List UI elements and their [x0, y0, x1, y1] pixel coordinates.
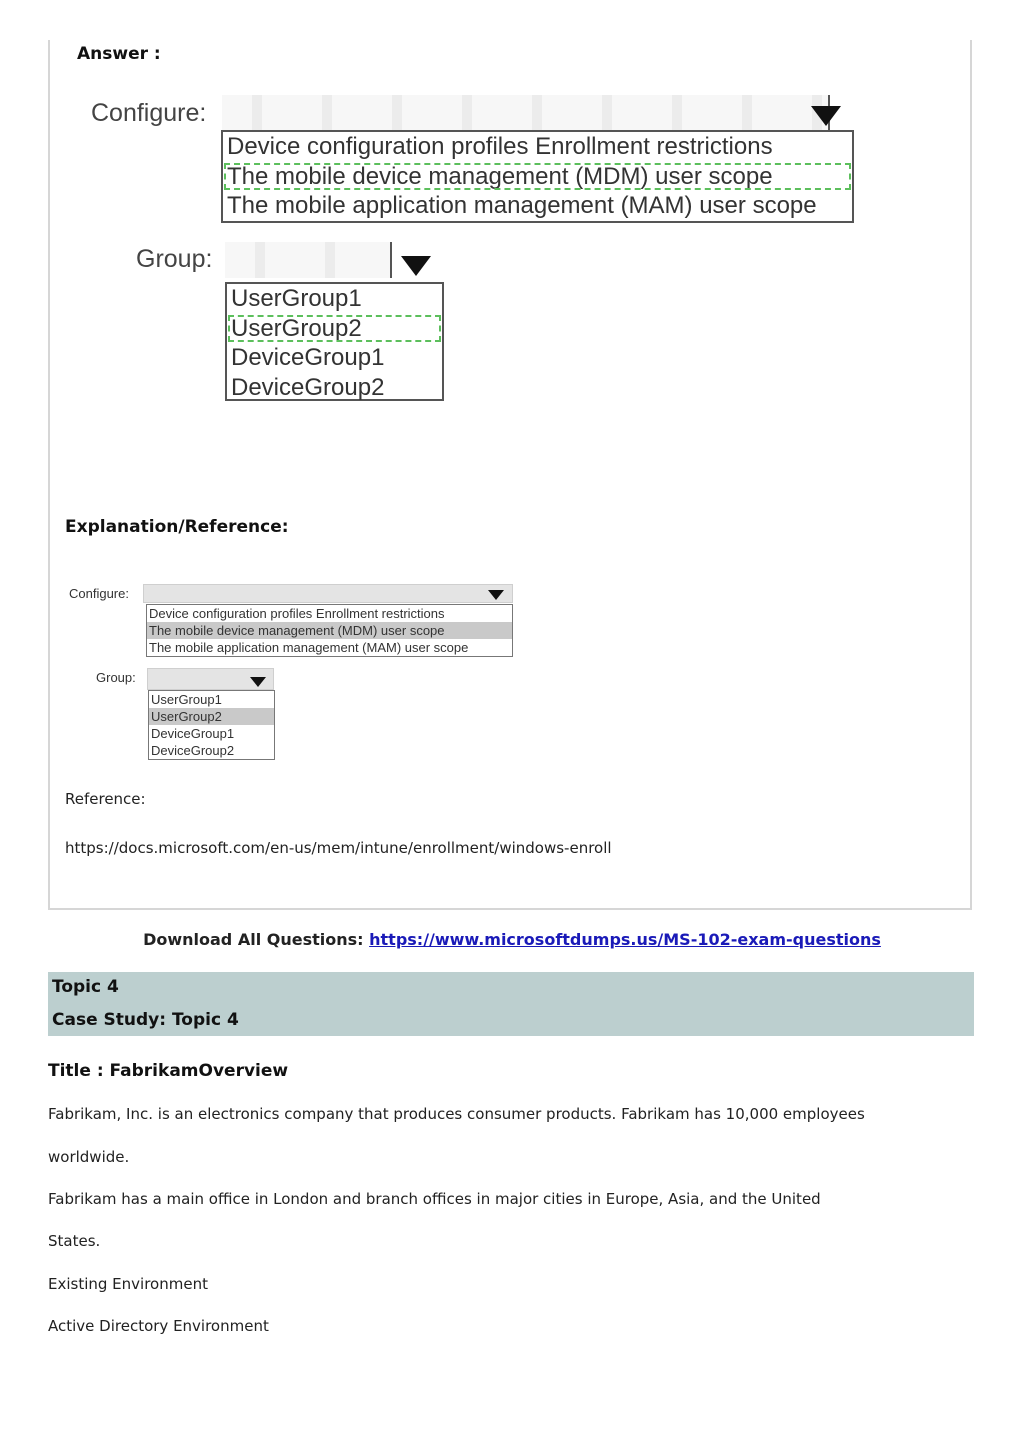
configure-option-selected[interactable]: The mobile device management (MDM) user scope — [147, 622, 512, 639]
paragraph: States. — [48, 1232, 101, 1250]
configure-options-list — [221, 130, 854, 223]
group-option[interactable]: UserGroup1 — [231, 285, 362, 312]
paragraph: Fabrikam, Inc. is an electronics company that produces consumer products. Fabrikam has 10,000 employees — [48, 1105, 865, 1123]
download-label: Download All Questions: — [143, 930, 364, 949]
group-options-list — [225, 282, 444, 401]
topic-title: Topic 4 — [52, 977, 119, 997]
group-options-list — [148, 690, 275, 760]
group-select[interactable] — [225, 242, 392, 278]
configure-option[interactable]: The mobile application management (MAM) user scope — [149, 640, 469, 655]
section-heading: Active Directory Environment — [48, 1317, 269, 1335]
download-link[interactable]: https://www.microsoftdumps.us/MS-102-exam-questions — [369, 930, 881, 949]
configure-label: Configure: — [69, 586, 129, 601]
case-study-title: Case Study: Topic 4 — [52, 1010, 239, 1030]
chevron-down-icon[interactable] — [811, 106, 841, 126]
group-option[interactable]: DeviceGroup2 — [231, 373, 385, 401]
reference-url[interactable]: https://docs.microsoft.com/en-us/mem/intune/enrollment/windows-enroll — [65, 839, 612, 857]
section-heading: Existing Environment — [48, 1275, 208, 1293]
group-option[interactable]: UserGroup1 — [151, 692, 222, 707]
configure-select[interactable] — [222, 95, 830, 131]
group-label: Group: — [96, 670, 136, 685]
group-option[interactable]: DeviceGroup1 — [151, 726, 235, 741]
group-option[interactable]: DeviceGroup2 — [151, 743, 235, 758]
chevron-down-icon[interactable] — [250, 677, 266, 687]
download-banner — [0, 930, 1024, 949]
group-option-selected[interactable]: UserGroup2 — [149, 708, 274, 725]
explanation-heading: Explanation/Reference: — [65, 517, 289, 537]
configure-select[interactable] — [143, 584, 513, 603]
chevron-down-icon[interactable] — [488, 590, 504, 600]
group-option-selected[interactable]: UserGroup2 — [227, 314, 442, 344]
reference-label: Reference: — [65, 790, 146, 808]
configure-option-selected[interactable]: The mobile device management (MDM) user scope — [223, 162, 852, 192]
paragraph: worldwide. — [48, 1148, 130, 1166]
paragraph: Fabrikam has a main office in London and branch offices in major cities in Europe, Asia, and the United — [48, 1190, 821, 1208]
configure-option[interactable]: Device configuration profiles Enrollment restrictions — [149, 606, 445, 621]
group-label: Group: — [136, 245, 213, 273]
configure-label: Configure: — [91, 99, 207, 127]
configure-options-list — [146, 604, 513, 657]
page-title: Title : FabrikamOverview — [48, 1061, 289, 1081]
configure-option[interactable]: Device configuration profiles Enrollment restrictions — [227, 133, 773, 160]
chevron-down-icon[interactable] — [401, 256, 431, 276]
configure-option[interactable]: The mobile application management (MAM) user scope — [227, 192, 817, 219]
answer-label: Answer : — [77, 44, 161, 64]
group-option[interactable]: DeviceGroup1 — [231, 344, 385, 371]
